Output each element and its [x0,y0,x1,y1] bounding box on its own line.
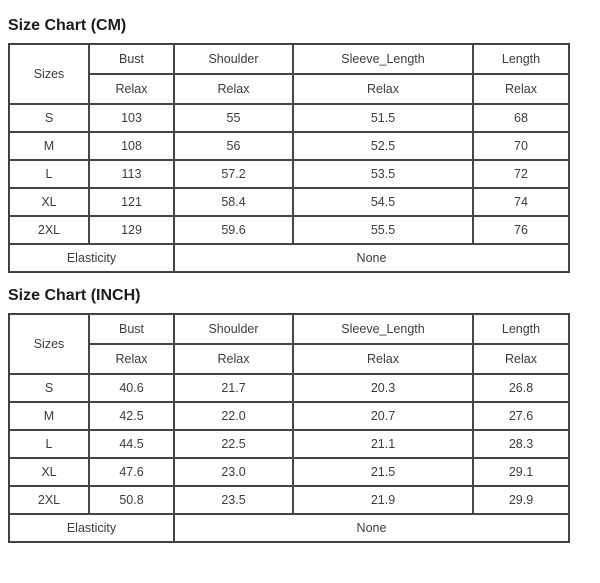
measurement-cell: 121 [89,188,174,216]
table-row-s [9,104,569,132]
sizes-corner-header: Sizes [9,314,89,374]
measurement-cell: 108 [89,132,174,160]
table-row-s [9,374,569,402]
column-header-bust: Bust [89,314,174,344]
column-header-row [9,314,569,344]
size-chart-cm-title: Size Chart (CM) [8,17,127,34]
measurement-cell: 74 [473,188,569,216]
relax-subheader: Relax [473,74,569,104]
measurement-cell: 56 [174,132,293,160]
size-chart-inch-title: Size Chart (INCH) [8,287,141,304]
table-row-xl [9,188,569,216]
column-header-row [9,44,569,74]
column-header-sleeve-length: Sleeve_Length [293,314,473,344]
sizes-corner-header: Sizes [9,44,89,104]
table-row-2xl [9,216,569,244]
measurement-cell: 29.9 [473,486,569,514]
size-chart-inch-table [8,313,570,543]
elasticity-row [9,244,569,272]
size-cell: M [9,132,89,160]
column-header-shoulder: Shoulder [174,44,293,74]
measurement-cell: 40.6 [89,374,174,402]
measurement-cell: 23.0 [174,458,293,486]
measurement-cell: 21.1 [293,430,473,458]
measurement-cell: 52.5 [293,132,473,160]
size-cell: XL [9,188,89,216]
size-cell: S [9,374,89,402]
column-header-bust: Bust [89,44,174,74]
relax-subheader: Relax [293,74,473,104]
measurement-cell: 113 [89,160,174,188]
size-cell: 2XL [9,216,89,244]
relax-subheader: Relax [89,344,174,374]
measurement-cell: 57.2 [174,160,293,188]
size-chart-page [0,16,600,543]
size-cell: S [9,104,89,132]
size-cell: M [9,402,89,430]
measurement-cell: 20.7 [293,402,473,430]
elasticity-label-cell: Elasticity [9,514,174,542]
relax-subheader: Relax [174,344,293,374]
table-row-2xl [9,486,569,514]
measurement-cell: 22.0 [174,402,293,430]
elasticity-label-cell: Elasticity [9,244,174,272]
measurement-cell: 21.9 [293,486,473,514]
elasticity-row [9,514,569,542]
relax-subheader: Relax [89,74,174,104]
table-row-m [9,132,569,160]
column-header-length: Length [473,314,569,344]
relax-subheader: Relax [174,74,293,104]
size-cell: L [9,430,89,458]
measurement-cell: 51.5 [293,104,473,132]
measurement-cell: 70 [473,132,569,160]
measurement-cell: 50.8 [89,486,174,514]
measurement-cell: 23.5 [174,486,293,514]
table-row-xl [9,458,569,486]
elasticity-value-cell: None [174,514,569,542]
size-chart-cm-table [8,43,570,273]
measurement-cell: 27.6 [473,402,569,430]
measurement-cell: 68 [473,104,569,132]
measurement-cell: 44.5 [89,430,174,458]
relax-subheader-row [9,74,569,104]
measurement-cell: 55 [174,104,293,132]
measurement-cell: 21.5 [293,458,473,486]
elasticity-value-cell: None [174,244,569,272]
measurement-cell: 22.5 [174,430,293,458]
column-header-length: Length [473,44,569,74]
relax-subheader-row [9,344,569,374]
measurement-cell: 54.5 [293,188,473,216]
table-row-l [9,430,569,458]
measurement-cell: 72 [473,160,569,188]
measurement-cell: 58.4 [174,188,293,216]
table-row-m [9,402,569,430]
measurement-cell: 42.5 [89,402,174,430]
column-header-shoulder: Shoulder [174,314,293,344]
measurement-cell: 21.7 [174,374,293,402]
size-cell: 2XL [9,486,89,514]
measurement-cell: 103 [89,104,174,132]
measurement-cell: 55.5 [293,216,473,244]
measurement-cell: 59.6 [174,216,293,244]
relax-subheader: Relax [293,344,473,374]
measurement-cell: 28.3 [473,430,569,458]
measurement-cell: 20.3 [293,374,473,402]
measurement-cell: 53.5 [293,160,473,188]
relax-subheader: Relax [473,344,569,374]
measurement-cell: 129 [89,216,174,244]
measurement-cell: 26.8 [473,374,569,402]
size-cell: L [9,160,89,188]
column-header-sleeve-length: Sleeve_Length [293,44,473,74]
table-row-l [9,160,569,188]
measurement-cell: 29.1 [473,458,569,486]
measurement-cell: 76 [473,216,569,244]
size-cell: XL [9,458,89,486]
measurement-cell: 47.6 [89,458,174,486]
